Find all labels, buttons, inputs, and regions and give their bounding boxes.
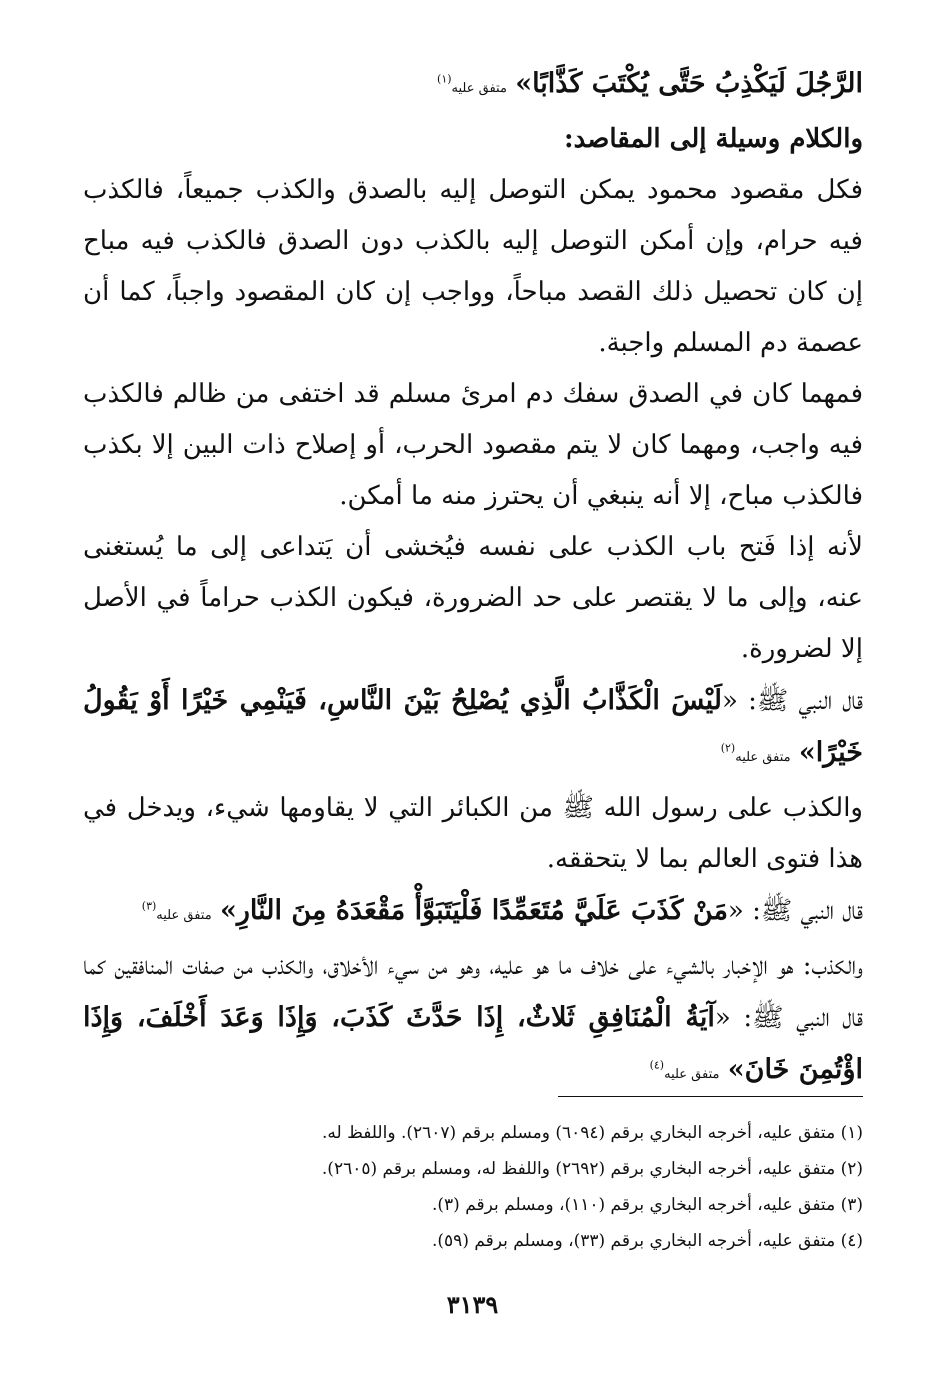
hadith-intro: قال النبي ﷺ: « <box>727 896 863 926</box>
hadith-paragraph <box>83 675 863 783</box>
paragraph: لأنه إذا فَتح باب الكذب على نفسه فيُخشى أن يَتداعى إلى ما يُستغنى عنه، وإلى ما لا يقتصر على حد الضرورة، فيكون الكذب حراماً في الأصل إلا لضرورة. <box>83 532 863 664</box>
footnote-divider <box>558 1096 863 1097</box>
hadith-continuation <box>83 58 863 114</box>
footnote-marker: (١) <box>437 72 452 86</box>
hadith-quote: آيَةُ الْمُنَافِقِ ثَلاثٌ، إِذَا حَدَّثَ كَذَبَ، وَإِذَا وَعَدَ أَخْلَفَ، وَإِذَا اؤْتُمِنَ خَانَ» <box>83 1002 863 1085</box>
hadith-quote: الرَّجُلَ لَيَكْذِبُ حَتَّى يُكْتَبَ كَذَّابًا» <box>515 68 863 99</box>
footnote: (٢) متفق عليه، أخرجه البخاري برقم (٢٦٩٢) واللفظ له، ومسلم برقم (٢٦٠٥). <box>321 1159 863 1179</box>
paragraph: والكذب على رسول الله ﷺ من الكبائر التي لا يقاومها شيء، ويدخل في هذا فتوى العالم بما لا يتحققه. <box>83 793 863 874</box>
hadith-reference: متفق عليه <box>451 81 507 96</box>
footnote-marker: (٣) <box>141 899 157 913</box>
footnotes <box>83 1115 863 1259</box>
hadith-quote: مَنْ كَذَبَ عَلَيَّ مُتَعَمِّدًا فَلْيَتَبَوَّأْ مَقْعَدَهُ مِنَ النَّارِ» <box>219 895 728 926</box>
footnote-marker: (٢) <box>720 741 736 755</box>
hadith-paragraph <box>83 885 863 941</box>
hadith-intro: والكذب: هو الإخبار بالشيء على خلاف ما هو عليه، وهو من سيء الأخلاق، والكذب من صفات المنافقين كما قال النبي ﷺ: « <box>83 951 864 1033</box>
hadith-quote: لَيْسَ الْكَذَّابُ الَّذِي يُصْلِحُ بَيْنَ النَّاسِ، فَيَنْمِي خَيْرًا أَوْ يَقُولُ خَيْرًا» <box>83 685 863 768</box>
hadith-reference: متفق عليه <box>664 1067 720 1082</box>
hadith-reference: متفق عليه <box>735 750 791 765</box>
footnote: (٣) متفق عليه، أخرجه البخاري برقم (١١٠)، ومسلم برقم (٣). <box>431 1195 863 1215</box>
paragraph: فمهما كان في الصدق سفك دم امرئ مسلم قد اختفى من ظالم فالكذب فيه واجب، ومهما كان لا يتم مقصود الحرب، أو إصلاح ذات البين إلا بكذب فالكذب مباح، إلا أنه ينبغي أن يحترز منه ما أمكن. <box>83 379 863 511</box>
page-number: ٣١٣٩ <box>446 1290 499 1319</box>
paragraph: فكل مقصود محمود يمكن التوصل إليه بالصدق والكذب جميعاً، فالكذب فيه حرام، وإن أمكن التوصل إليه بالكذب دون الصدق فالكذب فيه مباح إن كان تحصيل ذلك القصد مباحاً، وواجب إن كان المقصود واجباً، كما أن عصمة دم المسلم واجبة. <box>83 175 863 358</box>
hadith-reference: متفق عليه <box>156 908 212 923</box>
hadith-intro: قال النبي ﷺ: « <box>722 686 863 716</box>
footnote: (٤) متفق عليه، أخرجه البخاري برقم (٣٣)، ومسلم برقم (٥٩). <box>432 1231 863 1251</box>
section-heading: والكلام وسيلة إلى المقاصد: <box>564 124 863 154</box>
main-text <box>83 58 863 1100</box>
footnote: (١) متفق عليه، أخرجه البخاري برقم (٦٠٩٤) ومسلم برقم (٢٦٠٧). واللفظ له. <box>321 1123 863 1143</box>
hadith-paragraph <box>83 941 863 1100</box>
footnote-marker: (٤) <box>649 1058 665 1072</box>
